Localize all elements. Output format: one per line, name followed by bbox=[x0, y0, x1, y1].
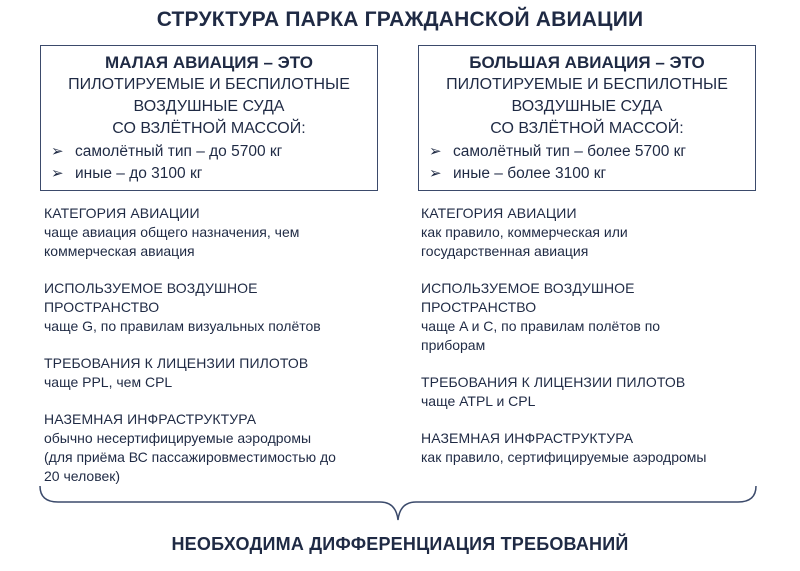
section-heading: ТРЕБОВАНИЯ К ЛИЦЕНЗИИ ПИЛОТОВ bbox=[44, 355, 309, 371]
large-aviation-line: СО ВЗЛЁТНОЙ МАССОЙ: bbox=[490, 120, 684, 137]
large-aviation-box bbox=[418, 45, 756, 191]
small-aviation-details bbox=[44, 204, 389, 504]
section-heading: ПРОСТРАНСТВО bbox=[44, 299, 160, 315]
bullet-item bbox=[429, 141, 755, 163]
section-text: коммерческая авиация bbox=[44, 243, 195, 259]
section-text: обычно несертифицируемые аэродромы bbox=[44, 430, 312, 446]
section-heading: ПРОСТРАНСТВО bbox=[421, 299, 537, 315]
bullet-text: самолётный тип – до 5700 кг bbox=[75, 143, 283, 160]
section-text: как правило, сертифицируемые аэродромы bbox=[421, 449, 707, 465]
section-heading: ИСПОЛЬЗУЕМОЕ ВОЗДУШНОЕ bbox=[44, 280, 258, 296]
bullet-item bbox=[51, 163, 377, 185]
section-text: чаще авиация общего назначения, чем bbox=[44, 224, 300, 240]
small-aviation-line: ВОЗДУШНЫЕ СУДА bbox=[133, 98, 285, 115]
section-ground-infrastructure bbox=[44, 410, 389, 486]
section-text: чаще A и C, по правилам полётов по bbox=[421, 318, 661, 334]
section-heading: НАЗЕМНАЯ ИНФРАСТРУКТУРА bbox=[44, 411, 257, 427]
arrow-bullet-icon: ➢ bbox=[51, 143, 64, 160]
section-airspace bbox=[44, 279, 389, 336]
section-heading: ТРЕБОВАНИЯ К ЛИЦЕНЗИИ ПИЛОТОВ bbox=[421, 374, 686, 390]
small-aviation-box bbox=[40, 45, 378, 191]
section-pilot-license bbox=[421, 373, 766, 411]
section-text: чаще G, по правилам визуальных полётов bbox=[44, 318, 321, 334]
section-text: (для приёма ВС пассажировместимостью до bbox=[44, 449, 336, 465]
bullet-text: самолётный тип – более 5700 кг bbox=[453, 143, 687, 160]
section-aviation-category bbox=[44, 204, 389, 261]
section-heading: КАТЕГОРИЯ АВИАЦИИ bbox=[421, 205, 577, 221]
small-aviation-line: ПИЛОТИРУЕМЫЕ И БЕСПИЛОТНЫЕ bbox=[68, 76, 350, 93]
large-aviation-details bbox=[421, 204, 766, 485]
bullet-item bbox=[429, 163, 755, 185]
small-aviation-bullets bbox=[41, 141, 377, 185]
large-aviation-line: ПИЛОТИРУЕМЫЕ И БЕСПИЛОТНЫЕ bbox=[446, 76, 728, 93]
section-heading: НАЗЕМНАЯ ИНФРАСТРУКТУРА bbox=[421, 430, 634, 446]
small-aviation-line: СО ВЗЛЁТНОЙ МАССОЙ: bbox=[112, 120, 306, 137]
section-heading: КАТЕГОРИЯ АВИАЦИИ bbox=[44, 205, 200, 221]
arrow-bullet-icon: ➢ bbox=[429, 143, 442, 160]
small-aviation-heading: МАЛАЯ АВИАЦИЯ – ЭТО bbox=[105, 53, 313, 72]
large-aviation-line: ВОЗДУШНЫЕ СУДА bbox=[511, 98, 663, 115]
bullet-item bbox=[51, 141, 377, 163]
bullet-text: иные – более 3100 кг bbox=[453, 165, 607, 182]
page-title: СТРУКТУРА ПАРКА ГРАЖДАНСКОЙ АВИАЦИИ bbox=[156, 8, 644, 31]
large-aviation-bullets bbox=[419, 141, 755, 185]
section-pilot-license bbox=[44, 354, 389, 392]
section-text: государственная авиация bbox=[421, 243, 589, 259]
arrow-bullet-icon: ➢ bbox=[51, 165, 64, 182]
section-aviation-category bbox=[421, 204, 766, 261]
section-airspace bbox=[421, 279, 766, 355]
conclusion-text: НЕОБХОДИМА ДИФФЕРЕНЦИАЦИЯ ТРЕБОВАНИЙ bbox=[171, 534, 629, 554]
large-aviation-heading: БОЛЬШАЯ АВИАЦИЯ – ЭТО bbox=[469, 53, 705, 72]
section-ground-infrastructure bbox=[421, 429, 766, 467]
section-text: чаще ATPL и CPL bbox=[421, 393, 536, 409]
section-text: как правило, коммерческая или bbox=[421, 224, 628, 240]
section-heading: ИСПОЛЬЗУЕМОЕ ВОЗДУШНОЕ bbox=[421, 280, 635, 296]
arrow-bullet-icon: ➢ bbox=[429, 165, 442, 182]
section-text: чаще PPL, чем CPL bbox=[44, 374, 173, 390]
section-text: 20 человек) bbox=[44, 468, 121, 484]
bottom-curly-brace bbox=[38, 484, 758, 524]
bullet-text: иные – до 3100 кг bbox=[75, 165, 203, 182]
section-text: приборам bbox=[421, 337, 486, 353]
